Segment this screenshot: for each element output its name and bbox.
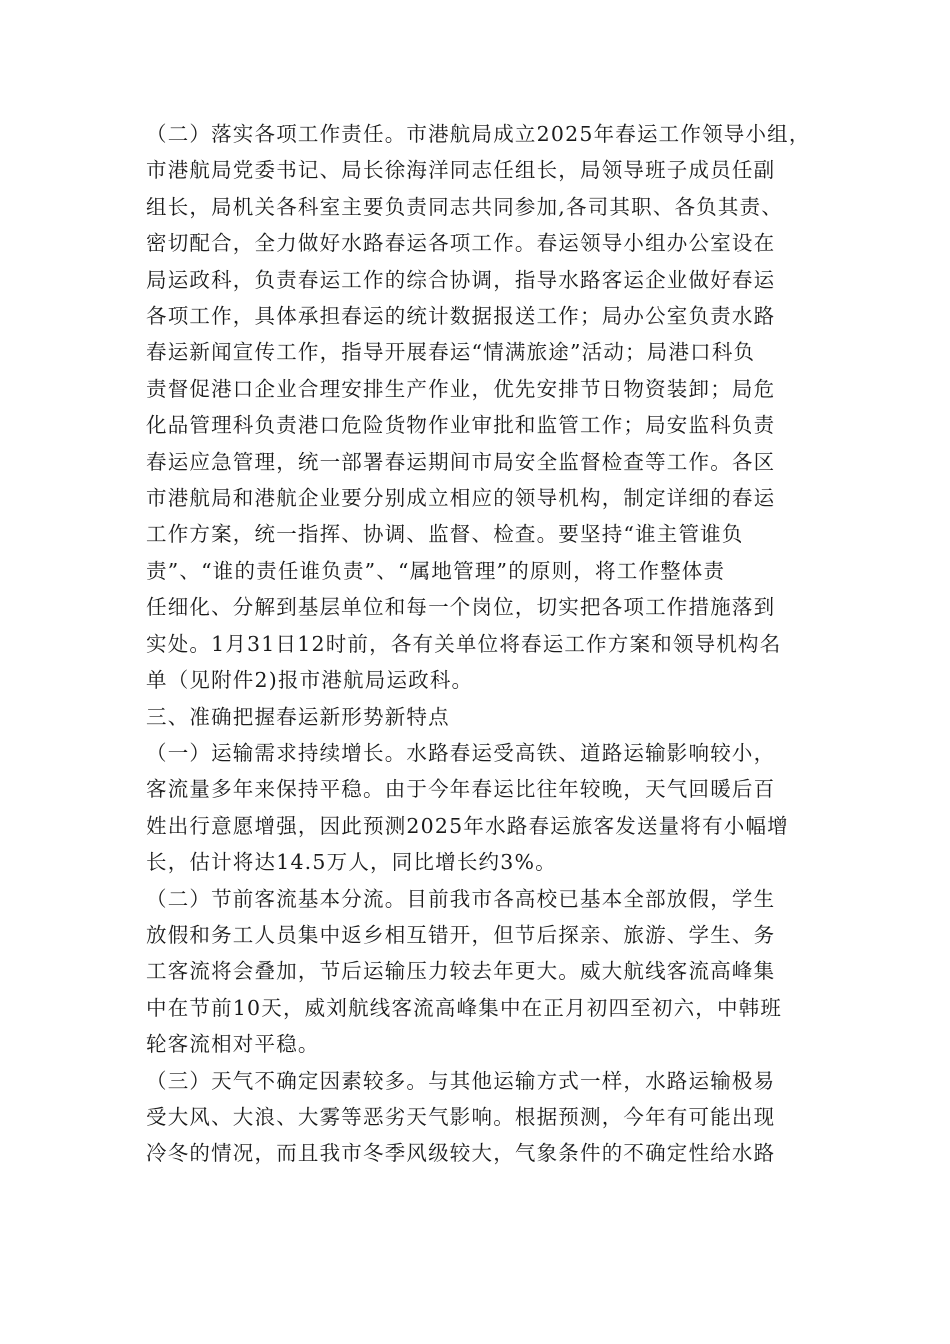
paragraph bbox=[146, 116, 811, 699]
text-line: （二）节前客流基本分流。目前我市各高校已基本全部放假，学生 bbox=[146, 886, 776, 911]
text-line: （二）落实各项工作责任。市港航局成立2025年春运工作领导小组， bbox=[146, 122, 811, 146]
text-line: 任细化、分解到基层单位和每一个岗位，切实把各项工作措施落到 bbox=[146, 595, 776, 620]
paragraph bbox=[146, 735, 806, 881]
text-line: 客流量多年来保持平稳。由于今年春运比往年较晚，天气回暖后百 bbox=[146, 777, 776, 802]
text-line: 放假和务工人员集中返乡相互错开，但节后探亲、旅游、学生、务 bbox=[146, 922, 776, 947]
text-line: 单（见附件2)报市港航局运政科。 bbox=[146, 668, 474, 693]
text-line: （三）天气不确定因素较多。与其他运输方式一样，水路运输极易 bbox=[146, 1068, 776, 1093]
text-line: 市港航局和港航企业要分别成立相应的领导机构，制定详细的春运 bbox=[146, 486, 776, 511]
text-line: 冷冬的情况，而且我市冬季风级较大，气象条件的不确定性给水路 bbox=[146, 1141, 776, 1166]
text-line: 组长，局机关各科室主要负责同志共同参加,各司其职、各负其责、 bbox=[146, 194, 784, 219]
text-line: 化品管理科负责港口危险货物作业审批和监管工作；局安监科负责 bbox=[146, 413, 776, 438]
section-heading bbox=[146, 699, 806, 735]
text-line: 局运政科，负责春运工作的综合协调，指导水路客运企业做好春运 bbox=[146, 267, 776, 292]
text-line: 市港航局党委书记、局长徐海洋同志任组长，局领导班子成员任副 bbox=[146, 158, 776, 183]
text-line: 工客流将会叠加，节后运输压力较去年更大。威大航线客流高峰集 bbox=[146, 959, 776, 984]
document-body bbox=[146, 116, 811, 1172]
text-line: 春运新闻宣传工作，指导开展春运“情满旅途”活动；局港口科负 bbox=[146, 340, 756, 365]
text-line: 轮客流相对平稳。 bbox=[146, 1032, 320, 1057]
text-line: 春运应急管理，统一部署春运期间市局安全监督检查等工作。各区 bbox=[146, 449, 776, 474]
text-line: 各项工作，具体承担春运的统计数据报送工作；局办公室负责水路 bbox=[146, 304, 776, 329]
text-line: 责督促港口企业合理安排生产作业，优先安排节日物资装卸；局危 bbox=[146, 376, 776, 401]
text-line: 中在节前10天，威刘航线客流高峰集中在正月初四至初六，中韩班 bbox=[146, 995, 783, 1020]
text-line: 受大风、大浪、大雾等恶劣天气影响。根据预测，今年有可能出现 bbox=[146, 1104, 776, 1129]
text-line: 实处。1月31日12时前，各有关单位将春运工作方案和领导机构名 bbox=[146, 631, 782, 656]
paragraph bbox=[146, 881, 806, 1063]
text-line: 工作方案，统一指挥、协调、监督、检查。要坚持“谁主管谁负 bbox=[146, 522, 744, 547]
text-line: 长，估计将达14.5万人，同比增长约3%。 bbox=[146, 850, 557, 875]
paragraph bbox=[146, 1063, 806, 1172]
text-line: 三、准确把握春运新形势新特点 bbox=[146, 704, 450, 729]
text-line: 责”、“谁的责任谁负责”、“属地管理”的原则，将工作整体责 bbox=[146, 558, 726, 583]
text-line: （一）运输需求持续增长。水路春运受高铁、道路运输影响较小， bbox=[146, 740, 776, 765]
text-line: 姓出行意愿增强，因此预测2025年水路春运旅客发送量将有小幅增 bbox=[146, 813, 789, 838]
text-line: 密切配合，全力做好水路春运各项工作。春运领导小组办公室设在 bbox=[146, 231, 776, 256]
